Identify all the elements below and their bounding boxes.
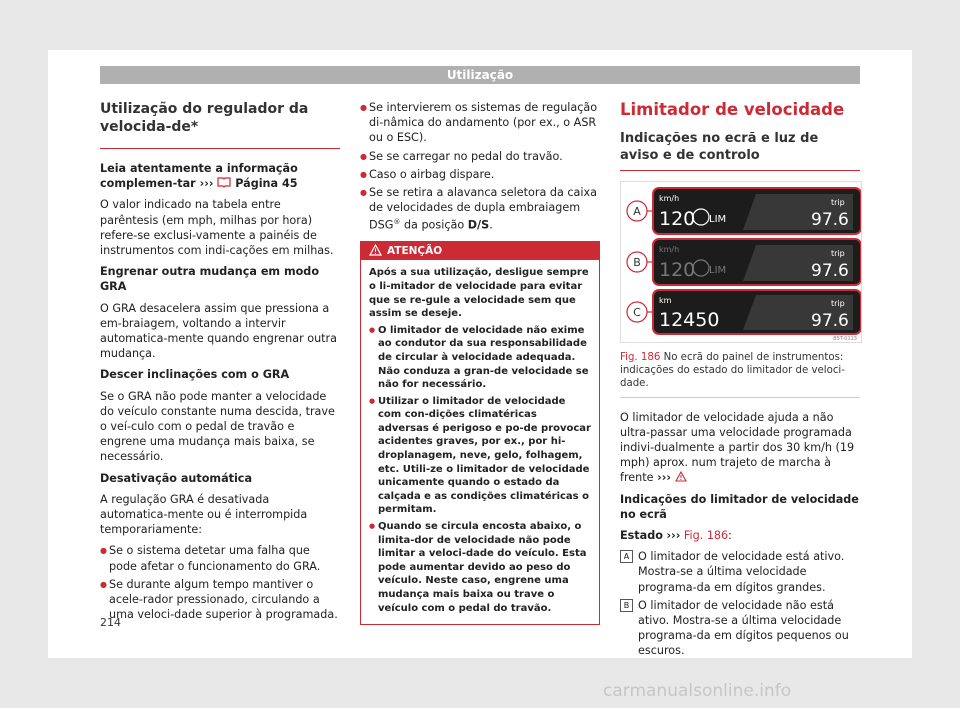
trip-value-c: 97.6 [811, 311, 849, 331]
speed-value-a: 120 [659, 208, 696, 230]
figure-caption: Fig. 186 No ecrã do painel de instrumentos: indicações do estado do limitador de veloci-dade. [620, 351, 860, 398]
trip-value-b: 97.6 [811, 261, 849, 281]
warning-triangle-icon [369, 244, 382, 256]
lim-label-b: LIM [709, 265, 727, 276]
warning-triangle-icon [675, 471, 687, 482]
list-item-dsg: ● Se se retira a alavanca seletora da caixa de velocidades de dupla embraiagem DSG® da posição D/S. [360, 185, 600, 233]
section-heading-gra: Utilização do regulador da velocida-de* [100, 100, 340, 149]
subheading-indications: Indicações do limitador de velocidade no ecrã [620, 492, 859, 521]
display-row-b [627, 239, 861, 285]
paragraph-mph: O valor indicado na tabela entre parêntesis (em mph, milhas por hora) refere-se exclusi-vamente a painéis de instrumentos com indi-cações em milhas. [100, 198, 334, 258]
figure-instrument-display [620, 181, 862, 343]
row-label-b: B [633, 256, 641, 269]
figure-link[interactable]: Fig. 186 [683, 529, 729, 543]
unit-label-a: km/h [659, 194, 680, 203]
instrument-display-illustration [621, 182, 861, 342]
warning-item: ● O limitador de velocidade não exime ao condutor da sua responsabilidade de circular à velocidade adequada. Não conduza a gran-de velocidade se não for necessário. [369, 324, 591, 392]
warning-box [360, 241, 600, 625]
subsection-heading: Indicações no ecrã e luz de aviso e de controlo [620, 130, 860, 171]
unit-label-c: km [659, 296, 672, 305]
trip-label-b: trip [831, 249, 845, 258]
trip-label-c: trip [831, 299, 845, 308]
warning-item: ● Quando se circula encosta abaixo, o limita-dor de velocidade não pode limitar a veloci-dade do veículo. Esta pode aumentar devido ao peso do veículo. Neste caso, engrene uma mudança mais baixa ou trave o veículo com o pedal do travão. [369, 520, 591, 615]
list-item: ● Caso o airbag dispare. [360, 167, 600, 182]
speed-value-b: 120 [659, 259, 696, 281]
section-heading-limiter: Limitador de velocidade [620, 100, 845, 119]
page-number: 214 [100, 616, 121, 629]
subheading-auto-deactivation: Desativação automática [100, 471, 252, 485]
section-header: Utilização [100, 66, 860, 84]
row-label-c: C [633, 306, 641, 319]
xref-arrow[interactable]: ››› [199, 177, 214, 191]
subheading-descent: Descer inclinações com o GRA [100, 368, 290, 382]
display-row-c [627, 290, 861, 334]
paragraph-auto-deactivation: A regulação GRA é desativada automatica-mente ou é interrompida temporariamente: [100, 492, 308, 537]
warning-body [361, 260, 599, 624]
list-item: ● Se se carregar no pedal do travão. [360, 149, 600, 164]
book-icon [217, 177, 231, 188]
watermark: carmanualsonline.info [603, 681, 792, 701]
figure-code: B5T-0113 [833, 336, 857, 342]
display-row-a [627, 188, 861, 234]
status-label-b: B [620, 599, 633, 612]
paragraph-limiter: O limitador de velocidade ajuda a não ultra-passar uma velocidade programada indivi-dualmente a partir dos 30 km/h (19 mph) aprox. num trajeto de marcha à frente ››› [620, 410, 855, 485]
list-item: ● Se o sistema detetar uma falha que pode afetar o funcionamento do GRA. [100, 543, 340, 573]
column-middle [360, 100, 600, 625]
xref-page[interactable]: Página 45 [235, 177, 298, 191]
paragraph-descent: Se o GRA não pode manter a velocidade do veículo constante numa descida, trave o veí-culo com o pedal de travão e engrene uma mudança mais baixa, se necessário. [100, 389, 335, 464]
paragraph-gra-gear: O GRA desacelera assim que pressiona a em-braiagem, voltando a intervir automatica-mente quando engrenar outra mudança. [100, 301, 337, 361]
odometer-value-c: 12450 [659, 309, 720, 331]
xref-arrow[interactable]: ››› [657, 471, 671, 485]
list-item: ● Se intervierem os sistemas de regulação di-nâmica do andamento (por ex., o ASR ou o ESC). [360, 100, 600, 146]
status-label-a: A [620, 550, 633, 563]
status-item-a: A O limitador de velocidade está ativo. Mostra-se a última velocidade programa-da em dígitos grandes. [620, 549, 860, 595]
subheading-gra-gear: Engrenar outra mudança em modo GRA [100, 265, 320, 294]
status-line: Estado ››› Fig. 186: [620, 529, 732, 543]
list-item: ● Se durante algum tempo mantiver o acele-rador pressionado, circulando a uma veloci-dade superior à programada. [100, 577, 340, 623]
warning-item: ● Utilizar o limitador de velocidade com con-dições climatéricas adversas é perigoso e po-de provocar acidentes graves, por ex., por hi-droplanagem, neve, gelo, folhagem, etc. Utili-ze o limitador de velocidade unicamente quando o estado da calçada e as condições climatéricas o permitam. [369, 395, 591, 517]
trip-label-a: trip [831, 198, 845, 207]
lim-label-a: LIM [709, 214, 727, 225]
warning-intro: Após a sua utilização, desligue sempre o li-mitador de velocidade para evitar que se re-gule a velocidade sem que assim se deseje. [369, 267, 589, 320]
unit-label-b: km/h [659, 245, 680, 254]
warning-header: ATENÇÃO [361, 242, 599, 260]
row-label-a: A [633, 205, 641, 218]
status-item-b: B O limitador de velocidade não está ativo. Mostra-se a última velocidade programa-da em dígitos pequenos ou escuros. [620, 598, 860, 659]
trip-value-a: 97.6 [811, 210, 849, 230]
read-note: Leia atentamente a informação complemen-tar ››› Página 45 [100, 162, 298, 191]
column-right [620, 100, 860, 662]
column-left [100, 100, 340, 625]
